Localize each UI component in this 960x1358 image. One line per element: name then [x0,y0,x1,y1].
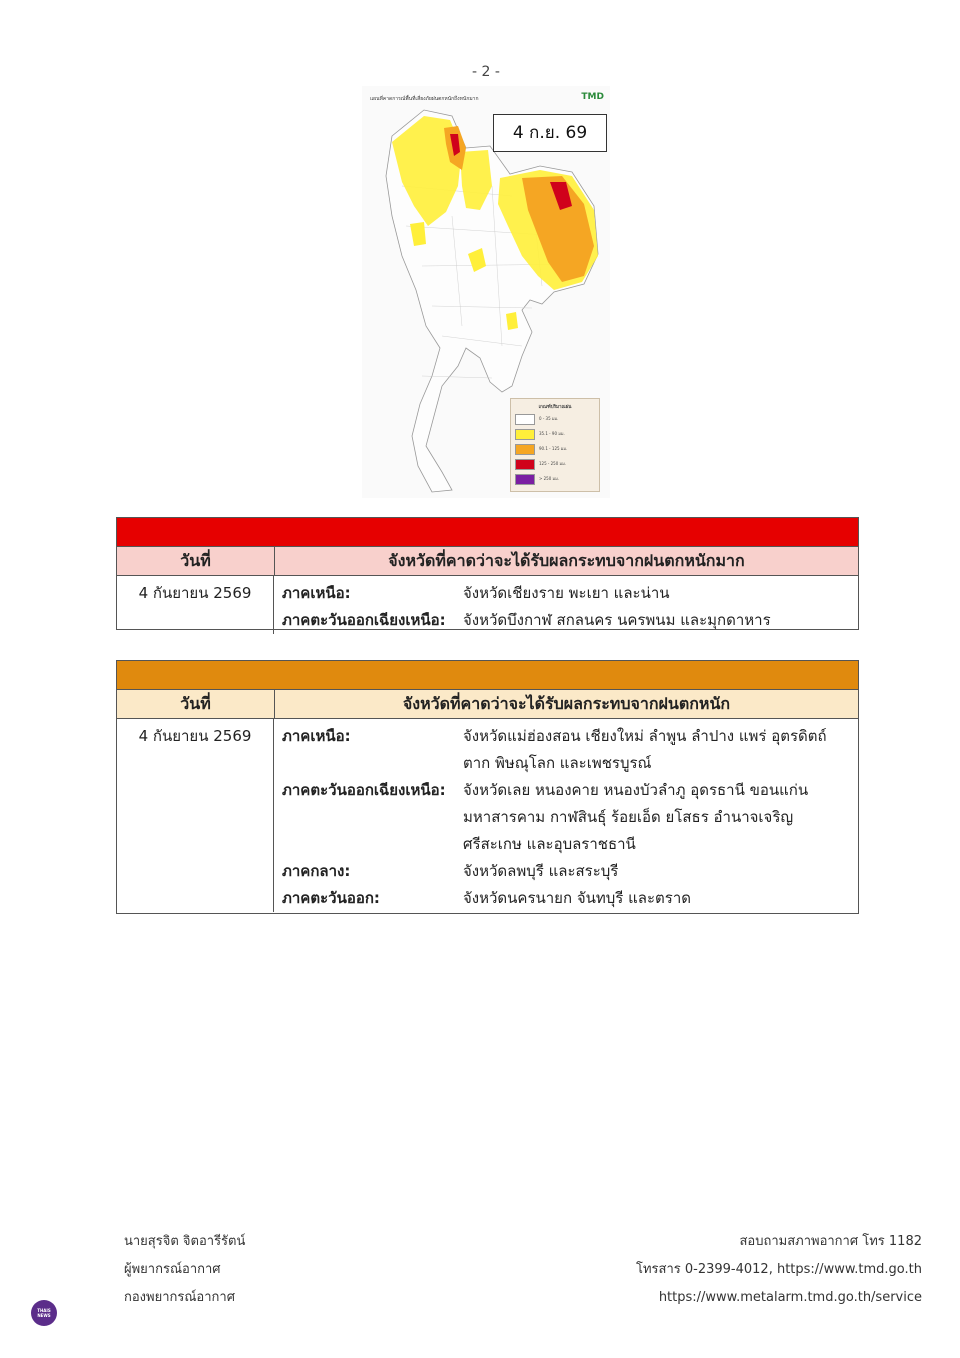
legend-item: 35.1 - 90 มม. [515,429,599,440]
map-header-text: แผนที่คาดการณ์พื้นที่เสี่ยงภัยฝนตกหนักถึงหนักมาก [370,96,479,102]
region-name: ภาคกลาง: [282,862,351,880]
region-provinces: จังหวัดลพบุรี และสระบุรี [463,862,619,880]
region-name: ภาคตะวันออกเฉียงเหนือ: [282,611,446,629]
footer-right [636,1228,922,1312]
region-line [282,777,858,858]
forecaster-division: กองพยากรณ์อากาศ [124,1290,235,1305]
header-date: วันที่ [117,690,275,718]
legend-item: 90.1 - 125 มม. [515,444,599,455]
row-date: 4 กันยายน 2569 [117,576,274,634]
region-provinces: จังหวัดบึงกาฬ สกลนคร นครพนม และมุกดาหาร [463,611,771,629]
map-legend [510,398,600,492]
red-warning-bar [117,518,858,547]
fax-website-text[interactable]: โทรสาร 0-2399-4012, https://www.tmd.go.th [636,1262,922,1277]
legend-item: > 250 มม. [515,474,599,485]
rain-forecast-map [362,86,610,498]
region-line [282,580,858,607]
row-regions [274,576,858,634]
heavy-rain-table [116,660,859,914]
region-name: ภาคเหนือ: [282,584,351,602]
region-provinces: จังหวัดนครนายก จันทบุรี และตราด [463,889,691,907]
page-number: - 2 - [472,64,500,80]
forecaster-name: นายสุรจิต จิตอารีรัตน์ [124,1234,246,1249]
table-row [117,719,858,912]
row-regions [274,719,858,912]
region-line [282,607,858,634]
table-header [117,547,858,576]
header-date: วันที่ [117,547,275,575]
region-line [282,858,858,885]
hotline-text: สอบถามสภาพอากาศ โทร 1182 [739,1234,922,1249]
table-header [117,690,858,719]
table-row [117,576,858,634]
region-provinces: จังหวัดเลย หนองคาย หนองบัวลำภู อุดรธานี ขอนแก่น มหาสารคาม กาฬสินธุ์ ร้อยเอ็ด ยโสธร อำนาจเจริญ ศรีสะเกษ และอุบลราชธานี [463,781,809,853]
forecaster-title: ผู้พยากรณ์อากาศ [124,1262,221,1277]
thais-news-logo-icon: THAIS NEWS [31,1300,57,1326]
region-provinces: จังหวัดเชียงราย พะเยา และน่าน [463,584,670,602]
legend-item: 0 - 35 มม. [515,414,599,425]
map-date-label: 4 ก.ย. 69 [493,114,607,152]
footer-left [124,1228,245,1312]
region-name: ภาคตะวันออกเฉียงเหนือ: [282,781,446,799]
metalarm-link[interactable]: https://www.metalarm.tmd.go.th/service [658,1290,922,1305]
orange-warning-bar [117,661,858,690]
very-heavy-rain-table [116,517,859,630]
header-provinces: จังหวัดที่คาดว่าจะได้รับผลกระทบจากฝนตกหนักมาก [388,550,745,570]
legend-item: 125 - 250 มม. [515,459,599,470]
region-name: ภาคตะวันออก: [282,889,380,907]
legend-title: เกณฑ์ปริมาณฝน [538,405,572,410]
tmd-logo: TMD [581,92,604,102]
header-provinces: จังหวัดที่คาดว่าจะได้รับผลกระทบจากฝนตกหนัก [402,693,731,713]
region-name: ภาคเหนือ: [282,727,351,745]
region-provinces: จังหวัดแม่ฮ่องสอน เชียงใหม่ ลำพูน ลำปาง แพร่ อุตรดิตถ์ ตาก พิษณุโลก และเพชรบูรณ์ [463,727,827,772]
region-line [282,723,858,777]
row-date: 4 กันยายน 2569 [117,719,274,912]
region-line [282,885,858,912]
